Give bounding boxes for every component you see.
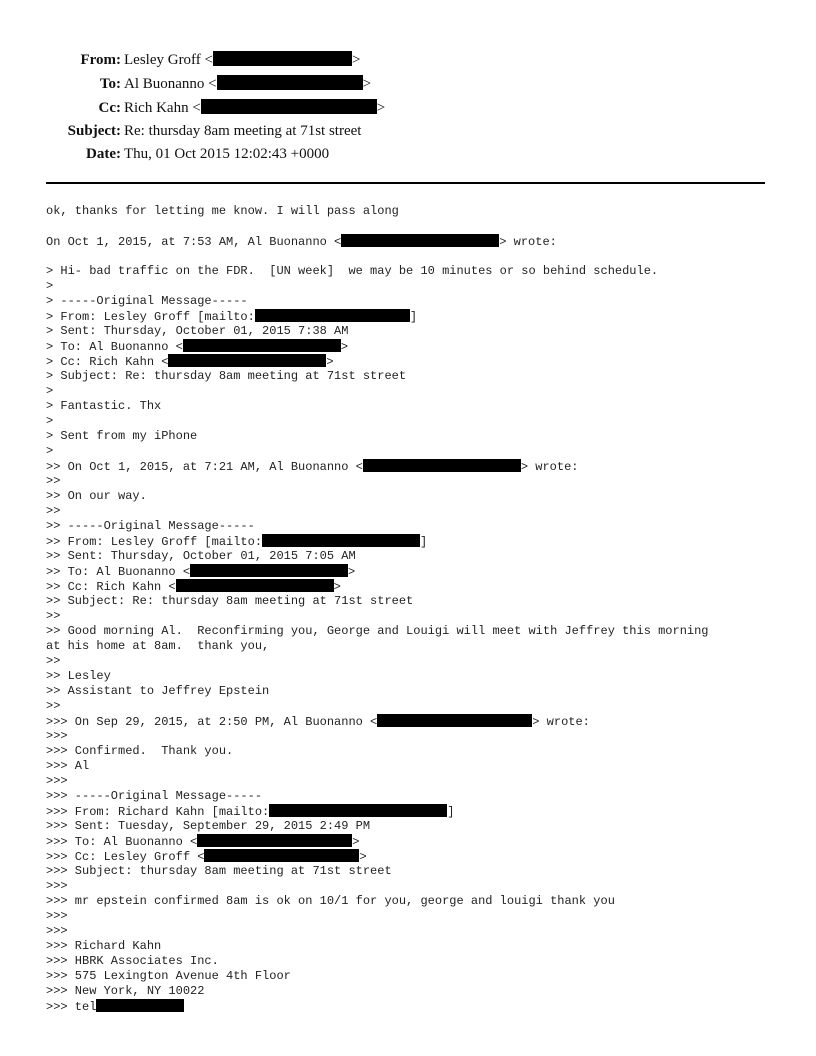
message-line: [46, 234, 786, 249]
line-text: >>> Richard Kahn: [46, 939, 162, 953]
line-text: >> On our way.: [46, 489, 147, 503]
message-line: [46, 714, 786, 729]
line-text: >> On Oct 1, 2015, at 7:21 AM, Al Buonanno <: [46, 460, 363, 474]
message-line: [46, 279, 786, 294]
to-label-cell: [0, 74, 121, 94]
line-text-suffix: > wrote:: [532, 715, 590, 729]
message-line: [46, 879, 786, 894]
line-text: >>> Confirmed. Thank you.: [46, 744, 234, 758]
from-end: >: [352, 52, 361, 68]
message-line: [46, 639, 786, 654]
line-text: >> Subject: Re: thursday 8am meeting at 71st street: [46, 594, 414, 608]
message-line: [46, 249, 786, 264]
line-text: >>> 575 Lexington Avenue 4th Floor: [46, 969, 291, 983]
message-line: [46, 624, 786, 639]
line-text: >> Good morning Al. Reconfirming you, George and Louigi will meet with Jeffrey this morning: [46, 624, 709, 638]
line-text: >> Cc: Rich Kahn <: [46, 580, 176, 594]
message-line: [46, 864, 786, 879]
message-line: [46, 204, 786, 219]
line-text: >>: [46, 504, 61, 518]
message-line: [46, 519, 786, 534]
line-text: >>> From: Richard Kahn [mailto:: [46, 805, 270, 819]
line-text-suffix: ]: [447, 805, 455, 819]
redaction-block: [168, 354, 326, 367]
redaction-block: [377, 714, 532, 727]
date-value: Thu, 01 Oct 2015 12:02:43 +0000: [124, 146, 330, 162]
line-text: ok, thanks for letting me know. I will pass along: [46, 204, 399, 218]
message-line: [46, 669, 786, 684]
message-line: [46, 549, 786, 564]
redaction-block: [255, 309, 410, 322]
message-line: [46, 264, 786, 279]
message-line: [46, 579, 786, 594]
message-line: [46, 654, 786, 669]
from-label: From:: [80, 52, 121, 68]
line-text-suffix: >: [352, 835, 360, 849]
line-text-suffix: > wrote:: [520, 460, 579, 474]
message-line: [46, 804, 786, 819]
cc-label-cell: [0, 98, 121, 118]
line-text-suffix: >: [340, 340, 349, 354]
line-text-suffix: ]: [420, 535, 428, 549]
redaction-block: [176, 579, 334, 592]
line-text: >>> To: Al Buonanno <: [46, 835, 198, 849]
redaction-block: [363, 459, 521, 472]
line-text: >: [46, 444, 54, 458]
message-line: [46, 939, 786, 954]
message-line: [46, 309, 786, 324]
line-text: > From: Lesley Groff [mailto:: [46, 310, 255, 324]
line-text-suffix: >: [359, 850, 367, 864]
line-text: > Sent from my iPhone: [46, 429, 198, 443]
line-text: > Subject: Re: thursday 8am meeting at 71st street: [46, 369, 407, 383]
message-line: [46, 924, 786, 939]
message-line: [46, 969, 786, 984]
line-text: >> To: Al Buonanno <: [46, 565, 191, 579]
header-divider: [46, 182, 765, 184]
message-line: [46, 609, 786, 624]
redaction-block: [201, 99, 377, 114]
line-text-suffix: >: [348, 565, 356, 579]
message-line: [46, 684, 786, 699]
message-line: [46, 474, 786, 489]
redaction-block: [197, 834, 352, 847]
line-text: >>> New York, NY 10022: [46, 984, 205, 998]
date-label: Date:: [86, 146, 121, 162]
message-line: [46, 384, 786, 399]
line-text: >>> -----Original Message-----: [46, 789, 263, 803]
message-body: [46, 204, 786, 1014]
message-line: [46, 789, 786, 804]
to-name: Al Buonanno <: [124, 76, 217, 92]
message-line: [46, 369, 786, 384]
line-text: >>>: [46, 924, 68, 938]
line-text-suffix: ]: [409, 310, 418, 324]
line-text: >: [46, 414, 54, 428]
line-text: >>>: [46, 879, 68, 893]
line-text: >>> Al: [46, 759, 90, 773]
message-line: [46, 339, 786, 354]
line-text: >>> Sent: Tuesday, September 29, 2015 2:49 PM: [46, 819, 371, 833]
line-text: >> -----Original Message-----: [46, 519, 255, 533]
line-text: >>> HBRK Associates Inc.: [46, 954, 219, 968]
line-text: > Sent: Thursday, October 01, 2015 7:38 AM: [46, 324, 349, 338]
subject-label: Subject:: [67, 123, 121, 139]
message-line: [46, 219, 786, 234]
message-line: [46, 294, 786, 309]
line-text: >>>: [46, 729, 68, 743]
line-text: >>: [46, 699, 61, 713]
line-text: >>: [46, 654, 61, 668]
line-text: >> From: Lesley Groff [mailto:: [46, 535, 263, 549]
message-line: [46, 429, 786, 444]
line-text: >>> mr epstein confirmed 8am is ok on 10/1 for you, george and louigi thank you: [46, 894, 615, 908]
line-text: >>: [46, 609, 61, 623]
message-line: [46, 744, 786, 759]
line-text: > Fantastic. Thx: [46, 399, 162, 413]
line-text-suffix: >: [326, 355, 334, 369]
line-text: >>> Cc: Lesley Groff <: [46, 850, 205, 864]
line-text: >> Sent: Thursday, October 01, 2015 7:05 AM: [46, 549, 356, 563]
line-text: >>> On Sep 29, 2015, at 2:50 PM, Al Buonanno <: [46, 715, 378, 729]
message-line: [46, 819, 786, 834]
to-value: [124, 74, 371, 94]
message-line: [46, 534, 786, 549]
redaction-block: [341, 234, 499, 247]
cc-end: >: [376, 100, 386, 116]
line-text: >> Assistant to Jeffrey Epstein: [46, 684, 270, 698]
line-text: >: [46, 384, 54, 398]
line-text: > Hi- bad traffic on the FDR. [UN week] we may be 10 minutes or so behind schedule.: [46, 264, 659, 278]
line-text: On Oct 1, 2015, at 7:53 AM, Al Buonanno <: [46, 235, 342, 249]
redaction-block: [96, 999, 184, 1012]
line-text: >>: [46, 474, 61, 488]
redaction-block: [269, 804, 447, 817]
cc-label: Cc:: [98, 100, 121, 116]
line-text: > To: Al Buonanno <: [46, 340, 183, 354]
message-line: [46, 399, 786, 414]
message-line: [46, 999, 786, 1014]
to-label: To:: [99, 76, 121, 92]
message-line: [46, 459, 786, 474]
subject-value: Re: thursday 8am meeting at 71st street: [124, 123, 362, 139]
message-line: [46, 774, 786, 789]
from-value: [124, 50, 360, 70]
cc-name: Rich Kahn <: [124, 100, 201, 116]
message-line: [46, 834, 786, 849]
message-line: [46, 354, 786, 369]
message-line: [46, 729, 786, 744]
line-text: >> Lesley: [46, 669, 111, 683]
redaction-block: [213, 51, 352, 66]
line-text: at his home at 8am. thank you,: [46, 639, 270, 653]
line-text-suffix: > wrote:: [499, 235, 557, 249]
message-line: [46, 414, 786, 429]
message-line: [46, 699, 786, 714]
message-line: [46, 894, 786, 909]
line-text: >>> tel: [46, 1000, 97, 1014]
line-text: > Cc: Rich Kahn <: [46, 355, 169, 369]
redaction-block: [183, 339, 341, 352]
redaction-block: [204, 849, 359, 862]
line-text-suffix: >: [333, 580, 341, 594]
subject-label-cell: [0, 121, 121, 141]
from-label-cell: [0, 50, 121, 70]
redaction-block: [217, 75, 363, 90]
line-text: >>>: [46, 909, 68, 923]
message-line: [46, 909, 786, 924]
to-end: >: [362, 76, 372, 92]
line-text: >: [46, 279, 54, 293]
message-line: [46, 849, 786, 864]
message-line: [46, 489, 786, 504]
line-text: >>> Subject: thursday 8am meeting at 71st street: [46, 864, 392, 878]
line-text: > -----Original Message-----: [46, 294, 248, 308]
from-name: Lesley Groff <: [124, 52, 213, 68]
line-text: >>>: [46, 774, 68, 788]
message-line: [46, 759, 786, 774]
date-label-cell: [0, 144, 121, 164]
message-line: [46, 564, 786, 579]
redaction-block: [190, 564, 348, 577]
message-line: [46, 504, 786, 519]
message-line: [46, 324, 786, 339]
cc-value: [124, 98, 385, 118]
message-line: [46, 594, 786, 609]
message-line: [46, 984, 786, 999]
message-line: [46, 954, 786, 969]
redaction-block: [262, 534, 420, 547]
message-line: [46, 444, 786, 459]
